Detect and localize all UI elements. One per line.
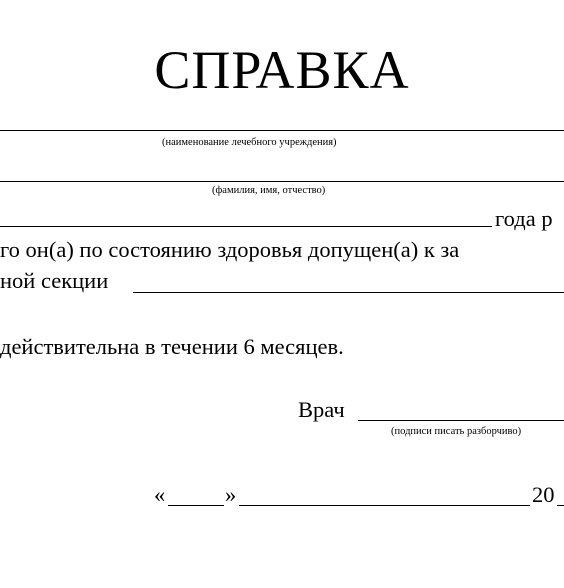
birth-year-underline: [0, 226, 492, 227]
year-underline: [557, 505, 564, 506]
admission-text: го он(а) по состоянию здоровья допущен(а) к за: [0, 237, 460, 262]
year-prefix: 20: [532, 482, 555, 507]
date-open-quote: «: [154, 482, 166, 507]
institution-underline: [0, 130, 564, 131]
signature-underline: [358, 420, 564, 421]
section-label: ной секции: [0, 268, 109, 293]
signature-caption: (подписи писать разборчиво): [391, 426, 522, 437]
doctor-label: Врач: [298, 397, 345, 422]
date-close-quote: »: [225, 482, 237, 507]
document-title: СПРАВКА: [154, 40, 410, 100]
day-underline: [168, 505, 224, 506]
birth-year-label: года р: [495, 206, 553, 231]
section-underline: [133, 292, 564, 293]
name-underline: [0, 181, 564, 182]
name-caption: (фамилия, имя, отчество): [212, 185, 326, 196]
month-underline: [239, 505, 530, 506]
validity-text: действительна в течении 6 месяцев.: [0, 334, 344, 359]
institution-caption: (наименование лечебного учреждения): [162, 137, 337, 148]
